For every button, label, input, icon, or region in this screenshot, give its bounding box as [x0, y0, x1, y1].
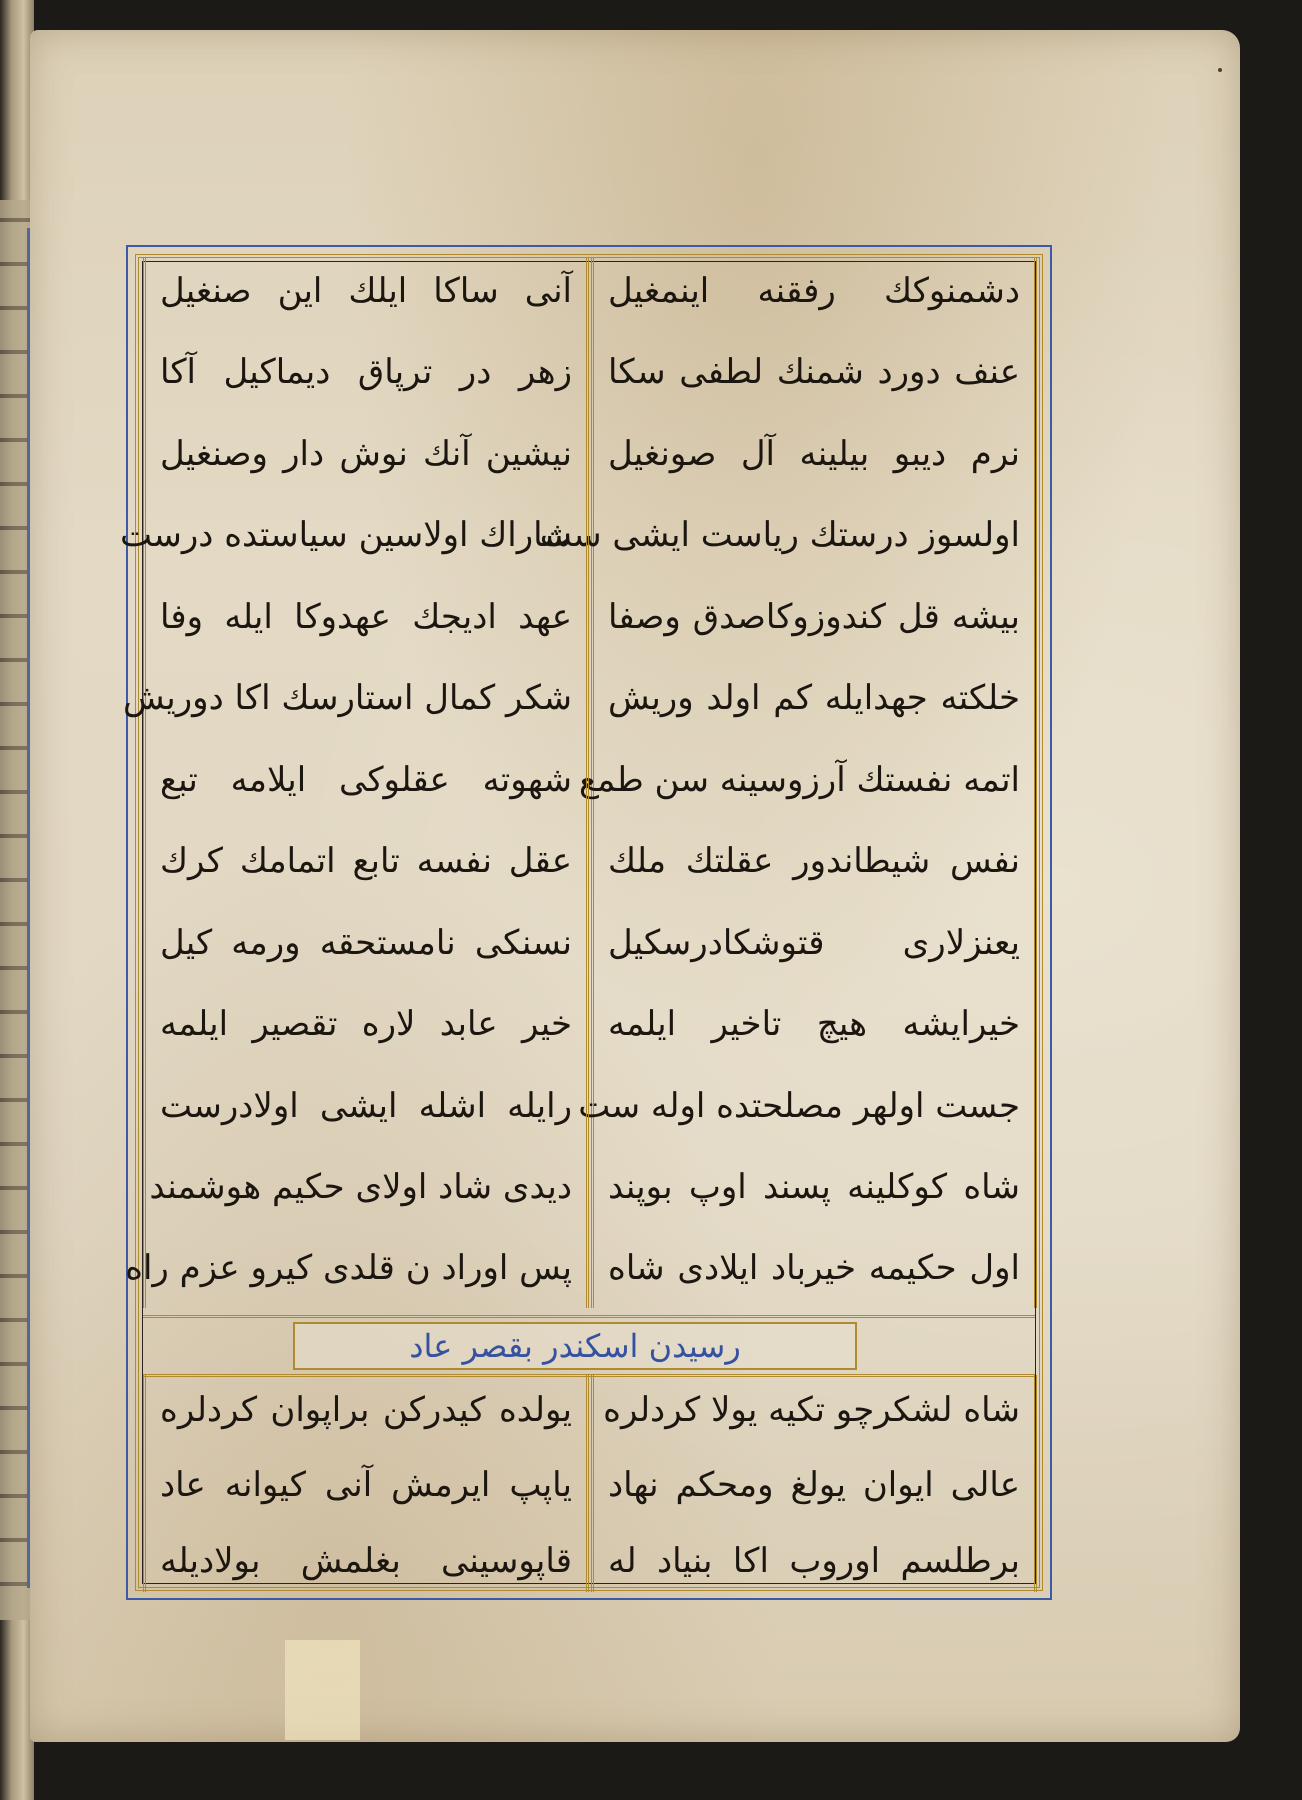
- verse-line: شاراك اولاسین سیاستده درست: [120, 515, 572, 556]
- lower-right-column: [591, 1375, 1037, 1592]
- verse-line: شاه كوكلینه پسند اوپ بوپند: [608, 1166, 1020, 1207]
- verse-line: زهر در ترپاق دیماكیل آكا: [160, 352, 572, 393]
- text-frame: [120, 245, 1052, 1600]
- verse-line: یولده كیدركن براپوان كردلره: [160, 1390, 572, 1430]
- manuscript-page: [30, 30, 1240, 1742]
- verse-line: عقل نفسه تابع اتمامك كرك: [160, 841, 572, 882]
- verse-line: خیر عابد لاره تقصیر ایلمه: [160, 1004, 572, 1045]
- verse-line: نیشین آنك نوش دار وصنغیل: [160, 433, 572, 474]
- verse-line: اولسوز درستك ریاست ایشی ست: [539, 515, 1020, 556]
- page-mark: [1218, 68, 1222, 72]
- paper-repair-patch: [285, 1640, 360, 1740]
- verse-line: شهوته عقلوكی ایلامه تبع: [160, 759, 572, 800]
- verse-line: عالی ایوان یولغ ومحكم نهاد: [608, 1465, 1020, 1506]
- verse-line: شاه لشكرچو تكیه یولا كردلره: [603, 1390, 1020, 1430]
- verse-line: نسنكی نامستحقه ورمه كیل: [160, 922, 572, 963]
- verse-line: جست اولهر مصلحتده اوله ست: [578, 1085, 1020, 1126]
- verse-line: نرم دیبو بیلینه آل صونغیل: [608, 433, 1020, 474]
- verse-line: بیشه قل كندوزوكاصدق وصفا: [608, 596, 1020, 637]
- verse-line: شكر كمال استارسك اكا دوریش: [122, 678, 572, 719]
- verse-line: اتمه نفستك آرزوسینه سن طمع: [578, 759, 1020, 800]
- verse-line: آنی ساكا ایلك این صنغیل: [160, 271, 572, 311]
- verse-line: دشمنوكك رفقنه اینمغیل: [608, 271, 1020, 311]
- upper-left-column: [120, 258, 589, 1308]
- gold-rule-border: [120, 254, 1043, 1591]
- verse-line: خلكته جهدايله كم اولد وریش: [608, 678, 1020, 719]
- verse-line: اول حكیمه خیرباد ایلادی شاه: [608, 1248, 1020, 1289]
- verse-line: یعنزلاری قتوشكادرسكیل: [608, 922, 1020, 963]
- verse-line: پس اوراد ن قلدی كیرو عزم راه: [125, 1248, 572, 1289]
- verse-line: یاپپ ایرمش آنی كیوانه عاد: [160, 1465, 572, 1506]
- verse-line: برطلسم اوروب اكا بنیاد له: [608, 1540, 1020, 1581]
- verse-line: قاپوسینی بغلمش بولادیله: [160, 1540, 572, 1581]
- verse-line: خیرایشه هیچ تاخیر ایلمه: [608, 1004, 1020, 1045]
- verse-line: دیدی شاد اولای حكیم هوشمند: [149, 1166, 572, 1207]
- facing-page-edge: [0, 200, 32, 1620]
- verse-line: نفس شیطاندور عقلتك ملك: [608, 841, 1020, 882]
- verse-line: عهد ادیجك عهدوكا ایله وفا: [160, 596, 572, 637]
- section-heading-band: [143, 1315, 1035, 1377]
- section-heading: رسیدن اسکندر بقصر عاد: [409, 1327, 741, 1365]
- upper-right-column: [539, 258, 1037, 1308]
- section-heading-box: [293, 1322, 857, 1370]
- verse-line: رایله اشله ایشی اولادرست: [160, 1085, 572, 1126]
- lower-left-column: [143, 1375, 589, 1592]
- verse-line: عنف دورد شمنك لطفی سكا: [608, 352, 1020, 393]
